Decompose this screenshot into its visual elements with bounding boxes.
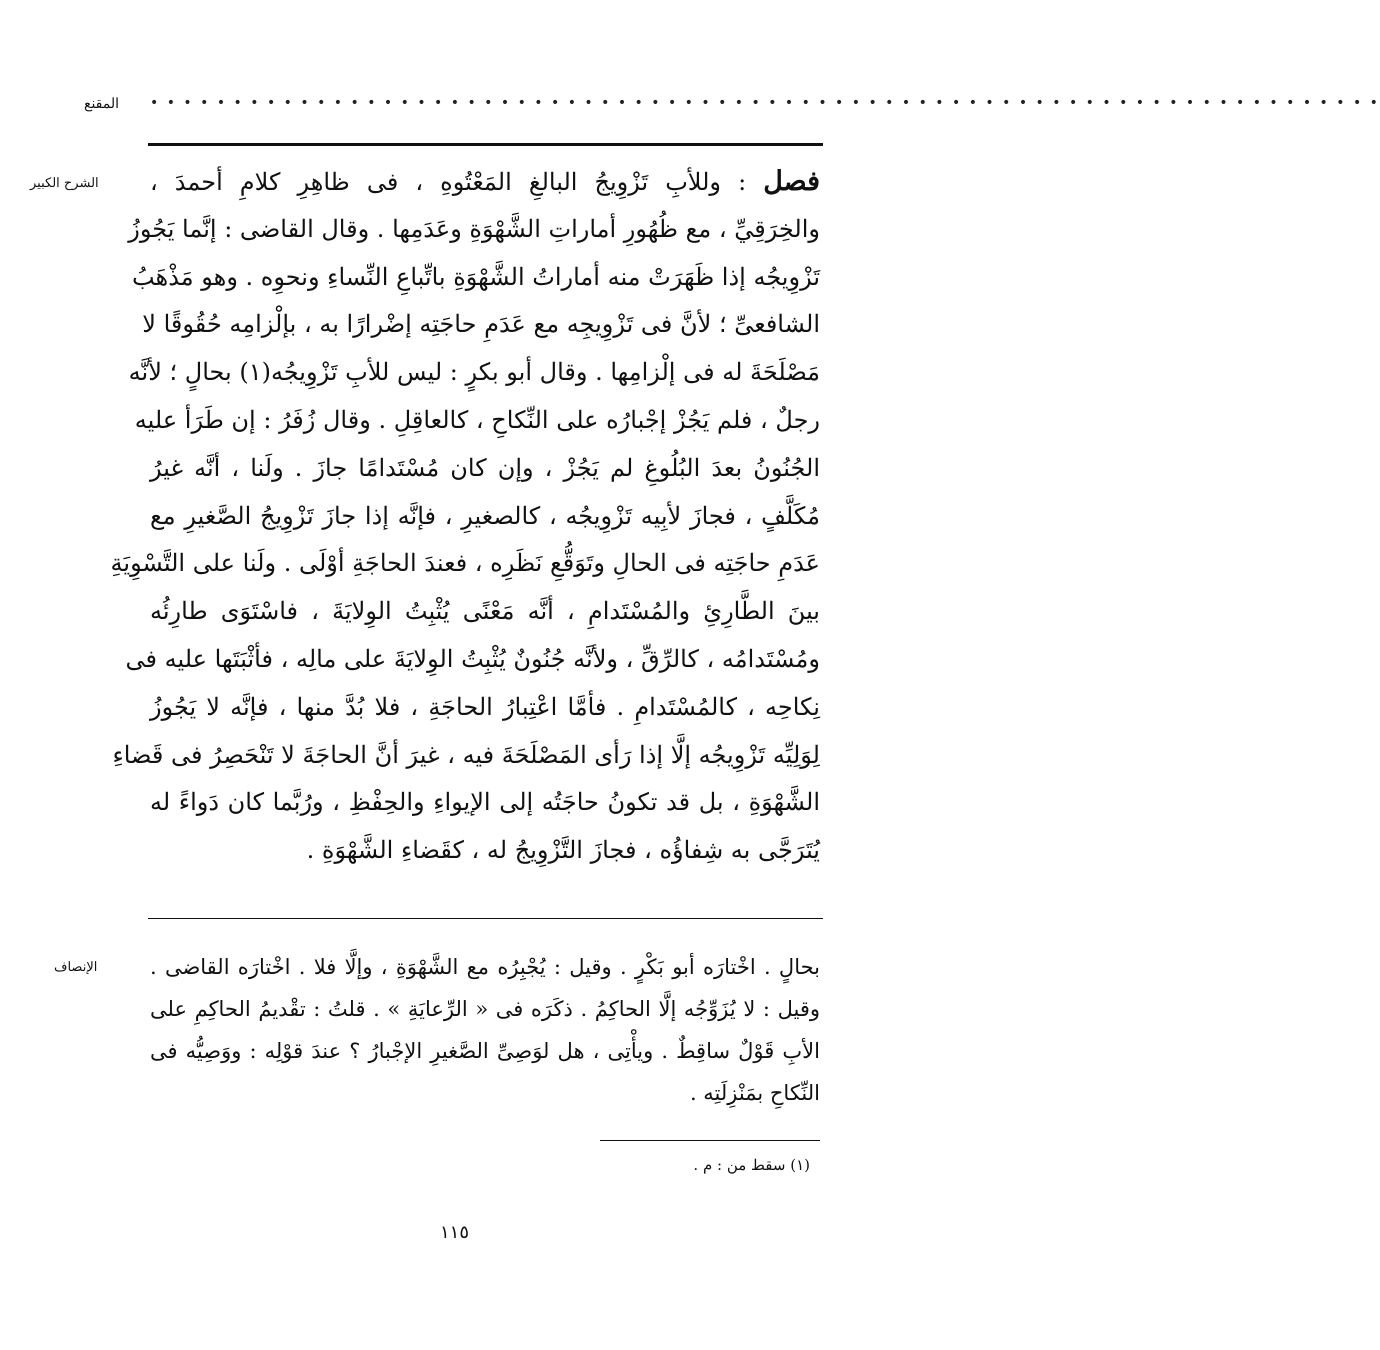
insaf-text-block <box>150 946 820 1114</box>
insaf-text-line: وقيل : لا يُزَوِّجُه إلَّا الحاكِمُ . ذكَرَه فى « الرِّعايَةِ » . قلتُ : تقْديمُ الحاكِمِ على <box>150 997 820 1021</box>
main-text-line: مُكَلَّفٍ ، فجازَ لأبِيه تَزْوِيجُه ، كالصغيرِ ، فإنَّه إذا جازَ تَزْوِيجُ الصَّغيرِ مع <box>150 501 820 530</box>
main-text-line: مَصْلَحَةَ له فى إلْزامِها . وقال أبو بكرٍ : ليس للأبِ تَزْوِيجُه(١) بحالٍ ؛ لأنَّه <box>128 358 820 387</box>
section-lead-word: فصل <box>763 166 820 197</box>
main-text-line: رجلٌ ، فلم يَجُزْ إجْبارُه على النِّكاحِ ، كالعاقِلِ . وقال زُفَرُ : إن طَرَأ عليه <box>134 405 820 434</box>
page-number: ١١٥ <box>440 1222 470 1243</box>
insaf-text-line: بحالٍ . اخْتارَه أبو بَكْرٍ . وقيل : يُجْبِرُه مع الشَّهْوَةِ ، وإلَّا فلا . اخْتارَه القاضى . <box>150 955 820 979</box>
section-separator-rule <box>148 918 823 919</box>
main-text-line-content: : وللأبِ تَزْوِيجُ البالغِ المَعْتُوهِ ، فى ظاهِرِ كلامِ أحمدَ ، <box>150 168 747 196</box>
running-header-title: المقنع <box>84 96 120 112</box>
main-text-line: لِوَلِيِّه تَزْوِيجُه إلَّا إذا رَأى المَصْلَحَةَ فيه ، غيرَ أنَّ الحاجَةَ لا تَنْحَصِرُ فى قَضاءِ <box>112 740 820 769</box>
insaf-text-line: الأبِ قَوْلٌ ساقِطٌ . ويأْتِى ، هل لوَصِىِّ الصَّغيرِ الإجْبارُ ؟ عندَ قوْلِه : ووَصِيُّه فى <box>150 1039 820 1063</box>
main-text-block <box>110 158 820 875</box>
main-text-line: الشافعىِّ ؛ لأنَّ فى تَزْوِيجِه مع عَدَمِ حاجَتِه إضْرارًا به ، بإلْزامِه حُقُوقًا لا <box>142 310 820 339</box>
header-rule <box>148 143 823 146</box>
insaf-text-line: النِّكاحِ بمَنْزِلَتِه . <box>689 1081 820 1105</box>
main-text-line: الجُنُونُ بعدَ البُلُوغِ لم يَجُزْ ، وإن كان مُسْتَدامًا جازَ . ولَنا ، أنَّه غيرُ <box>150 453 820 482</box>
footnote: (١) سقط من : م . <box>693 1156 810 1174</box>
main-text-line <box>150 158 820 206</box>
main-text-line: تَزْوِيجُه إذا ظَهَرَتْ منه أماراتُ الشَّهْوَةِ باتِّباعِ النِّساءِ ونحوِه . وهو مَذْهَبُ <box>131 262 820 291</box>
main-text-line: الشَّهْوَةِ ، بل قد تكونُ حاجَتُه إلى الإيواءِ والحِفْظِ ، ورُبَّما كان دَواءً له <box>150 788 820 817</box>
main-text-line: والخِرَقِيِّ ، مع ظُهُورِ أماراتِ الشَّهْوَةِ وعَدَمِها . وقال القاضى : إنَّما يَجُوزُ <box>128 214 820 243</box>
header-dotted-rule: • • • • • • • • • • • • • • • • • • • • • • • • • • • • • • • • • • • • • • • • • • • • • • • • • • • • • • • • • • • • • • • • • • • • • • • • • • <box>150 95 1380 111</box>
main-text-line: بينَ الطَّارِئِ والمُسْتَدامِ ، أنَّه مَعْنًى يُثْبِتُ الوِلايَةَ ، فاسْتَوَى طارِئُه <box>150 597 820 626</box>
main-text-line: يُتَرَجَّى به شِفاؤُه ، فجازَ التَّزْوِيجُ له ، كقَضاءِ الشَّهْوَةِ . <box>306 836 820 865</box>
main-text-line: ومُسْتَدامُه ، كالرِّقِّ ، ولأنَّه جُنُونٌ يُثْبِتُ الوِلايَةَ على مالِه ، فأثْبَتَها عليه فى <box>125 644 820 673</box>
main-text-line: عَدَمِ حاجَتِه فى الحالِ وتَوَقُّعِ نَظَرِه ، فعندَ الحاجَةِ أوْلَى . ولَنا على التَّسْوِيَةِ <box>110 549 820 578</box>
side-label-insaf: الإنصاف <box>54 960 98 975</box>
side-label-sharh: الشرح الكبير <box>30 176 99 191</box>
main-text-line: نِكاحِه ، كالمُسْتَدامِ . فأمَّا اعْتِبارُ الحاجَةِ ، فلا بُدَّ منها ، فإنَّه لا يَجُوزُ <box>150 692 820 721</box>
footnote-rule <box>600 1140 820 1141</box>
